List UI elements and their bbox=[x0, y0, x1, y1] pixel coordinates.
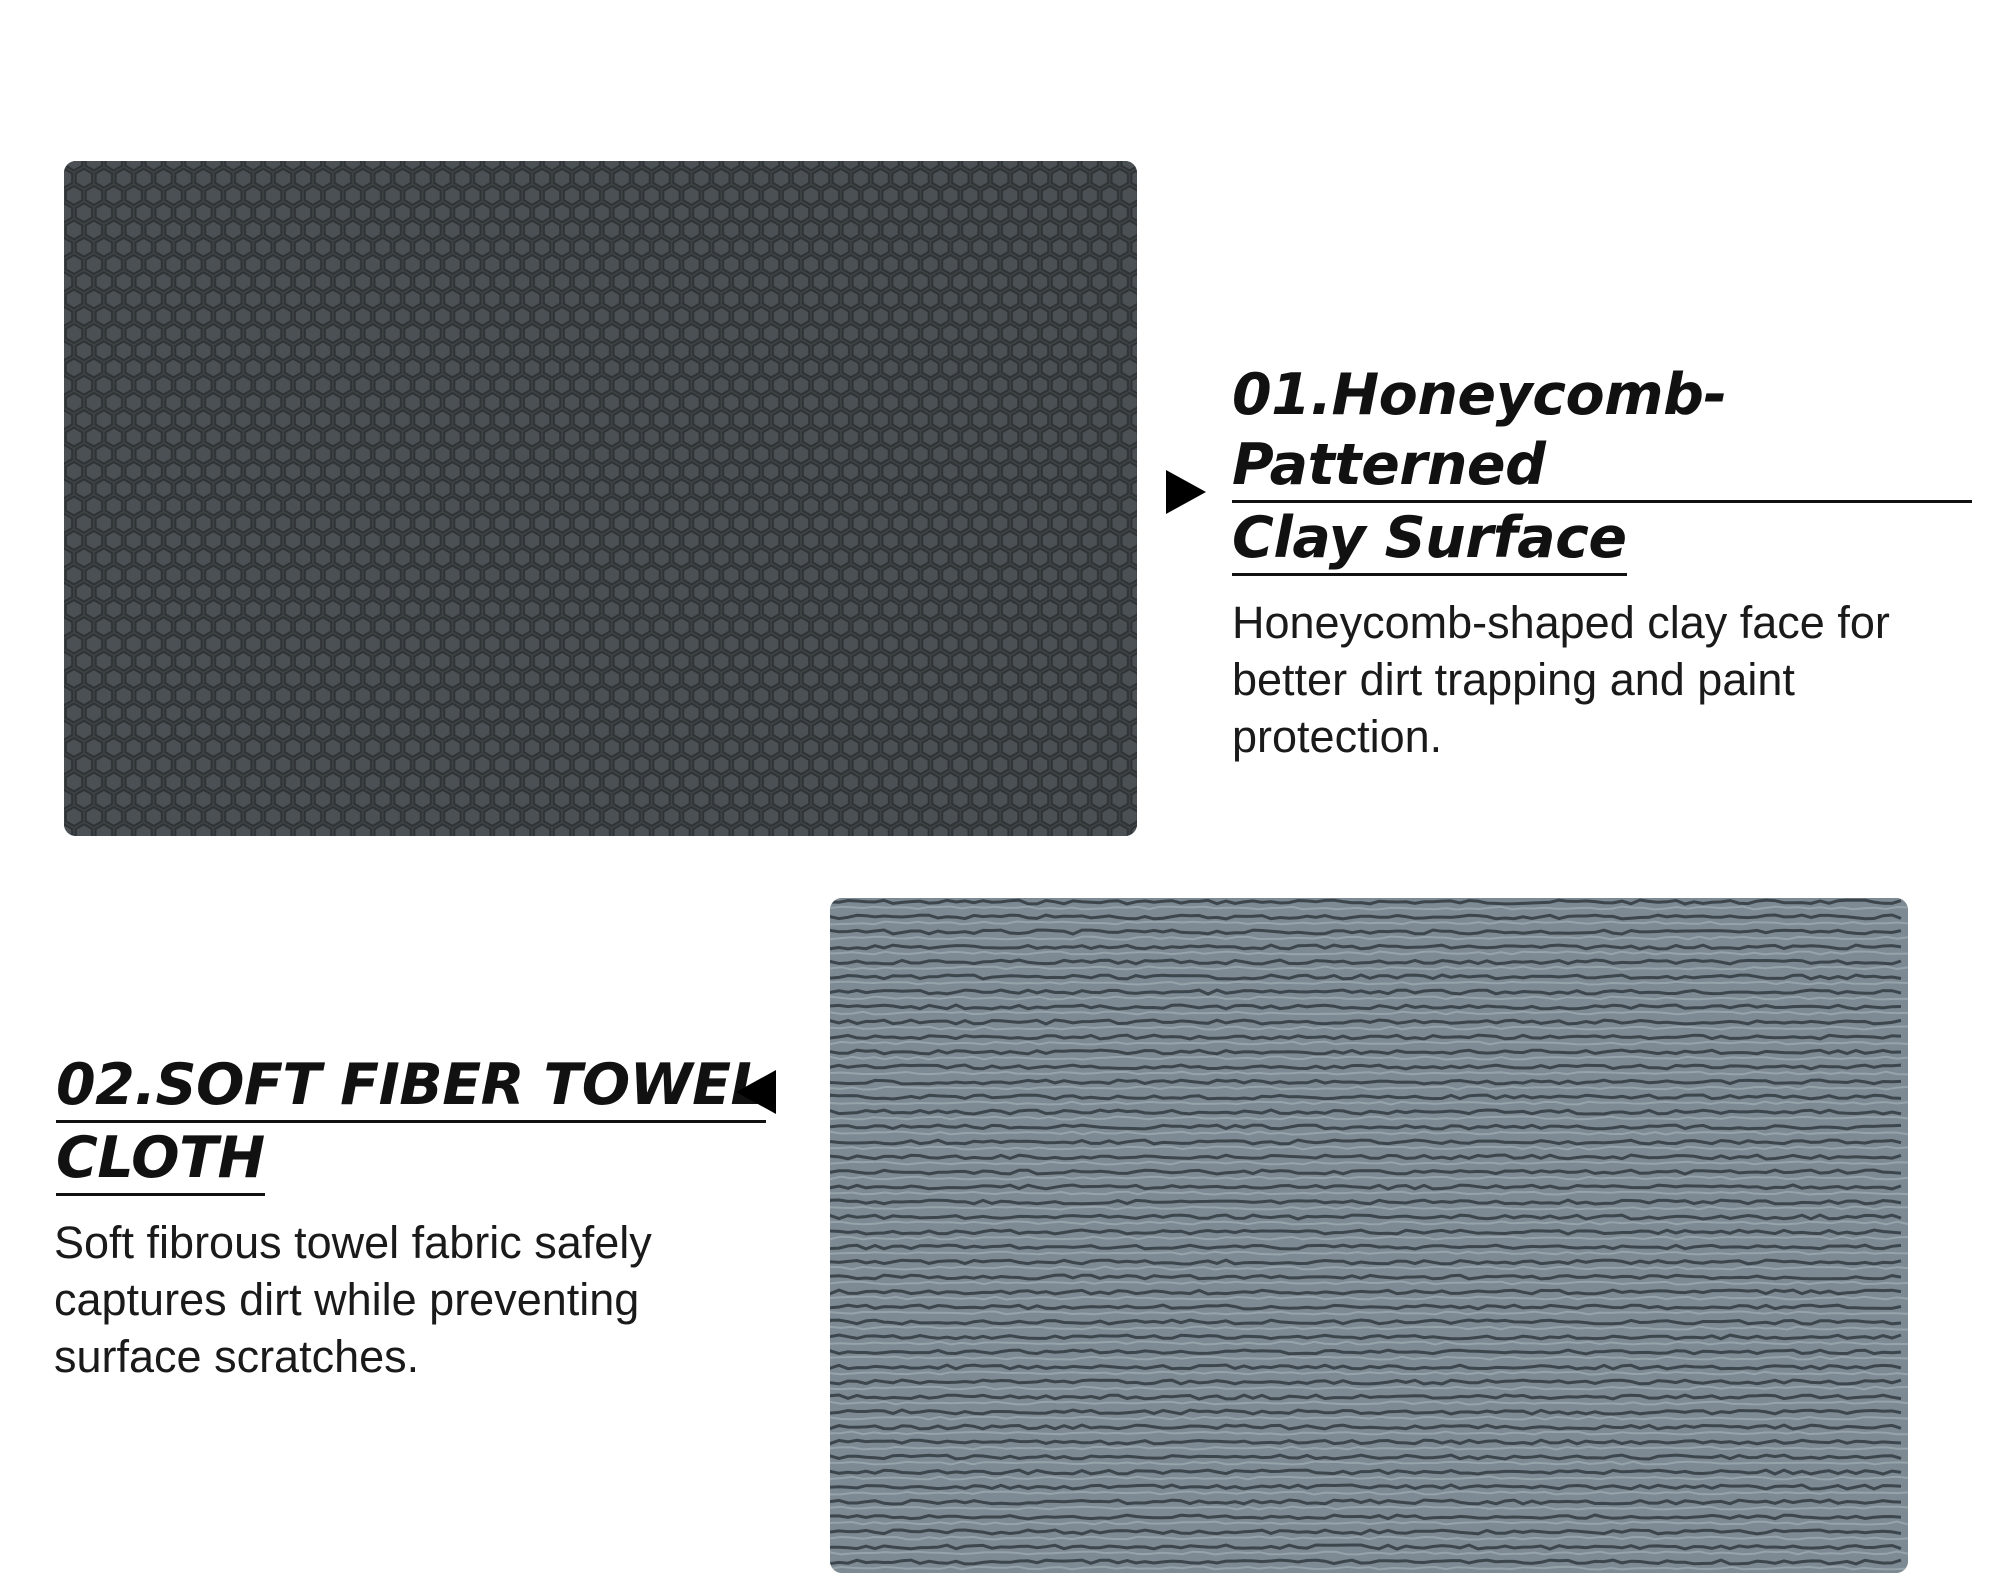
feature-title-line: 01.Honeycomb-Patterned bbox=[1232, 360, 1972, 503]
feature-description: Honeycomb-shaped clay face for better dirt trapping and paint protection. bbox=[1232, 597, 1890, 762]
feature-honeycomb-clay bbox=[1232, 360, 1972, 765]
fiber-pattern bbox=[830, 898, 1908, 1573]
fiber-towel-texture-image bbox=[830, 898, 1908, 1573]
honeycomb-pattern bbox=[64, 161, 1137, 836]
feature-title-line: CLOTH bbox=[56, 1123, 265, 1196]
left-triangle-icon bbox=[736, 1070, 776, 1114]
feature-title-line: 02.SOFT FIBER TOWEL bbox=[56, 1050, 766, 1123]
right-triangle-icon bbox=[1166, 470, 1206, 514]
honeycomb-clay-texture-image bbox=[64, 161, 1137, 836]
feature-title-line: Clay Surface bbox=[1232, 503, 1627, 576]
feature-soft-fiber-towel bbox=[56, 1050, 796, 1385]
feature-title bbox=[56, 1050, 796, 1196]
feature-description: Soft fibrous towel fabric safely captures dirt while preventing surface scratches. bbox=[54, 1217, 652, 1382]
feature-title bbox=[1232, 360, 1972, 576]
